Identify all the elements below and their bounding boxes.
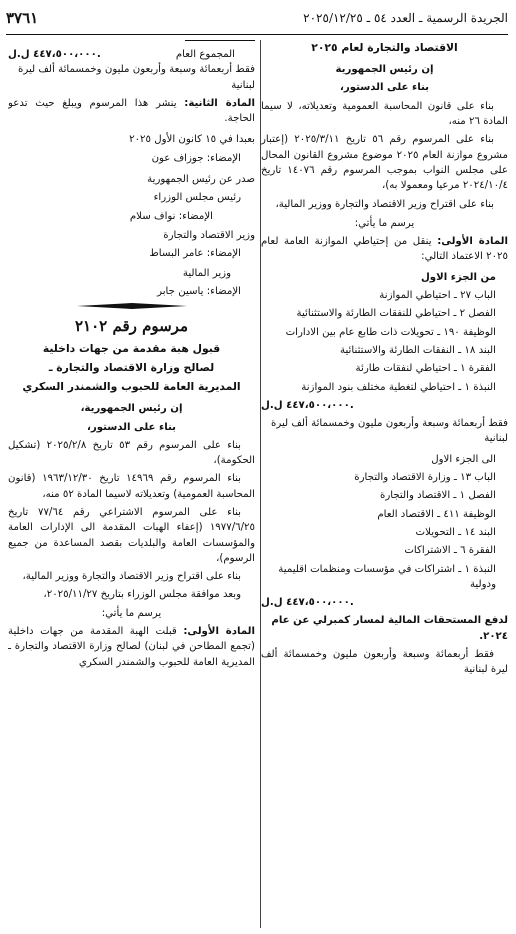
signing-date: بعبدا في ١٥ كانون الأول ٢٠٢٥ xyxy=(129,134,255,146)
preamble-1: بناء على قانون المحاسبة العمومية وتعديلاته، لا سيما المادة ٢٦ منه، xyxy=(261,100,508,128)
pm-title: رئيس مجلس الوزراء xyxy=(153,192,241,204)
signature-pm: الإمضاء: نواف سلام xyxy=(129,210,213,222)
total-label: المجموع العام xyxy=(175,49,235,60)
amount-figure: ٤٤٧،٥٠٠،٠٠٠ ل.ل. xyxy=(261,597,354,609)
article-2-label: المادة الثانية: xyxy=(184,97,255,109)
amount-in-words: فقط أربعمائة وسبعة وأربعون مليون وخمسمائة ألف ليرة لبنانية xyxy=(261,648,508,676)
issued-by: صدر عن رئيس الجمهورية xyxy=(147,174,255,186)
to-item: الفقرة ٦ ـ الاشتراكات xyxy=(404,545,496,557)
section-title: الاقتصاد والتجارة لعام ٢٠٢٥ xyxy=(311,41,458,54)
left-column xyxy=(8,40,255,934)
finance-minister-title: وزير المالية xyxy=(182,267,231,279)
preamble-5: وبعد موافقة مجلس الوزراء بتاريخ ٢٠٢٥/١١/٢٧، xyxy=(43,589,241,601)
to-item: النبذة ١ ـ اشتراكات في مؤسسات ومنظمات اقليمية ودولية xyxy=(278,563,496,590)
preamble-1: بناء على المرسوم رقم ٥٣ تاريخ ٢٠٢٥/٢/٨ (تشكيل الحكومة)، xyxy=(8,439,255,467)
signature-economy-minister: الإمضاء: عامر البساط xyxy=(149,248,241,260)
opening-president: إن رئيس الجمهورية، xyxy=(80,403,183,415)
decree-intro: يرسم ما يأتي: xyxy=(101,607,162,619)
preamble-2: بناء المرسوم رقم ١٤٩٦٩ تاريخ ١٩٦٣/١٢/٣٠ (قانون المحاسبة العمومية) وتعديلاته لاسيما المادة ٥٢ منه، xyxy=(8,473,255,500)
right-column xyxy=(261,40,508,934)
opening-constitution: بناء على الدستور، xyxy=(339,82,430,94)
gazette-title: الجريدة الرسمية ـ العدد ٥٤ ـ ٢٠٢٥/١٢/٢٥ xyxy=(303,11,508,25)
preamble-3: بناء على المرسوم الاشتراعي رقم ٧٧/٦٤ تاريخ ١٩٧٧/٦/٢٥ (إعفاء الهبات المقدمة الى الإدارات العامة والمؤسسات العامة والبلديات بقصد المساعدة من جميع الرسوم)، xyxy=(8,507,255,564)
from-item: الوظيفة ١٩٠ ـ تحويلات ذات طابع عام بين الادارات xyxy=(285,326,496,338)
decree-title-line: المديرية العامة للحبوب والشمندر السكري xyxy=(22,380,241,394)
section-separator-ornament xyxy=(77,303,187,309)
preamble-4: بناء على اقتراح وزير الاقتصاد والتجارة ووزير المالية، xyxy=(22,571,241,583)
to-item: الباب ١٣ ـ وزارة الاقتصاد والتجارة xyxy=(354,472,496,484)
signature-finance-minister: الإمضاء: ياسين جابر xyxy=(157,285,241,297)
article-2-text: ينشر هذا المرسوم ويبلغ حيث تدعو الحاجة. xyxy=(8,97,255,125)
total-in-words: فقط أربعمائة وسبعة وأربعون مليون وخمسمائة ألف ليرة لبنانية xyxy=(18,64,255,91)
total-rule xyxy=(185,40,255,41)
article-1-text: ينقل من إحتياطي الموازنة العامة لعام ٢٠٢٥ الاعتماد التالي: xyxy=(261,236,508,263)
opening-president: إن رئيس الجمهورية xyxy=(335,64,434,76)
from-item: النبذة ١ ـ احتياطي لتغطية مختلف بنود الموازنة xyxy=(301,381,496,393)
decree-title-line: لصالح وزارة الاقتصاد والتجارة ـ xyxy=(48,360,215,374)
from-item: الفصل ٢ ـ احتياطي للنفقات الطارئة والاستثنائية xyxy=(296,308,496,320)
from-item: الباب ٢٧ ـ احتياطي الموازنة xyxy=(379,290,496,302)
preamble-2: بناء على المرسوم رقم ٥٦ تاريخ ٢٠٢٥/٣/١١ (إعتبار مشروع موازنة العام ٢٠٢٥ موضوع مشروع القانون المحال على مجلس النواب بموجب المرسوم رقم ١٤٠٧٦ تاريخ ٢٠٢٤/١٠/٤ مرعيا ومعمولا به)، xyxy=(261,134,508,192)
article-1 xyxy=(8,624,255,670)
page-header xyxy=(6,2,508,35)
article-1-label: المادة الأولى: xyxy=(183,626,255,638)
signature-president: الإمضاء: جوزاف عون xyxy=(151,152,241,164)
article-1-text: قبلت الهبة المقدمة من جهات داخلية (تجمع المطاحن في لبنان) لصالح وزارة الاقتصاد والتجارة ـ المديرية العامة للحبوب والشمندر السكري xyxy=(8,626,255,668)
decree-number: مرسوم رقم ٢١٠٢ xyxy=(75,317,188,336)
opening-constitution: بناء على الدستور، xyxy=(86,421,177,433)
decree-intro: يرسم ما يأتي: xyxy=(354,217,415,229)
payment-purpose: لدفع المستحقات المالية لمسار كمبرلي عن عام ٢٠٢٤. xyxy=(271,615,508,642)
article-1-label: المادة الأولى: xyxy=(437,236,508,248)
to-heading: الى الجزء الاول xyxy=(431,453,496,465)
article-2 xyxy=(8,96,255,127)
from-item: البند ١٨ ـ النفقات الطارئة والاستثنائية xyxy=(340,344,496,356)
to-item: الفصل ١ ـ الاقتصاد والتجارة xyxy=(380,490,496,502)
total-amount: ٤٤٧،٥٠٠،٠٠٠ ل.ل. xyxy=(8,49,101,60)
from-heading: من الجزء الاول xyxy=(420,271,496,283)
economy-minister-title: وزير الاقتصاد والتجارة xyxy=(163,229,255,241)
amount-figure: ٤٤٧،٥٠٠،٠٠٠ ل.ل. xyxy=(261,399,354,411)
amount-in-words: فقط أربعمائة وسبعة وأربعون مليون وخمسمائة ألف ليرة لبنانية xyxy=(271,418,508,445)
from-item: الفقرة ١ ـ احتياطي لنفقات طارئة xyxy=(355,363,496,375)
article-1 xyxy=(261,234,508,265)
to-item: البند ١٤ ـ التحويلات xyxy=(415,526,496,538)
decree-title-line: قبول هبة مقدمة من جهات داخلية xyxy=(42,341,221,355)
preamble-3: بناء على اقتراح وزير الاقتصاد والتجارة ووزير المالية، xyxy=(275,198,494,210)
to-item: الوظيفة ٤١١ ـ الاقتصاد العام xyxy=(377,508,496,520)
total-row xyxy=(8,47,255,62)
page-number: ٣٧٦١ xyxy=(6,8,39,27)
